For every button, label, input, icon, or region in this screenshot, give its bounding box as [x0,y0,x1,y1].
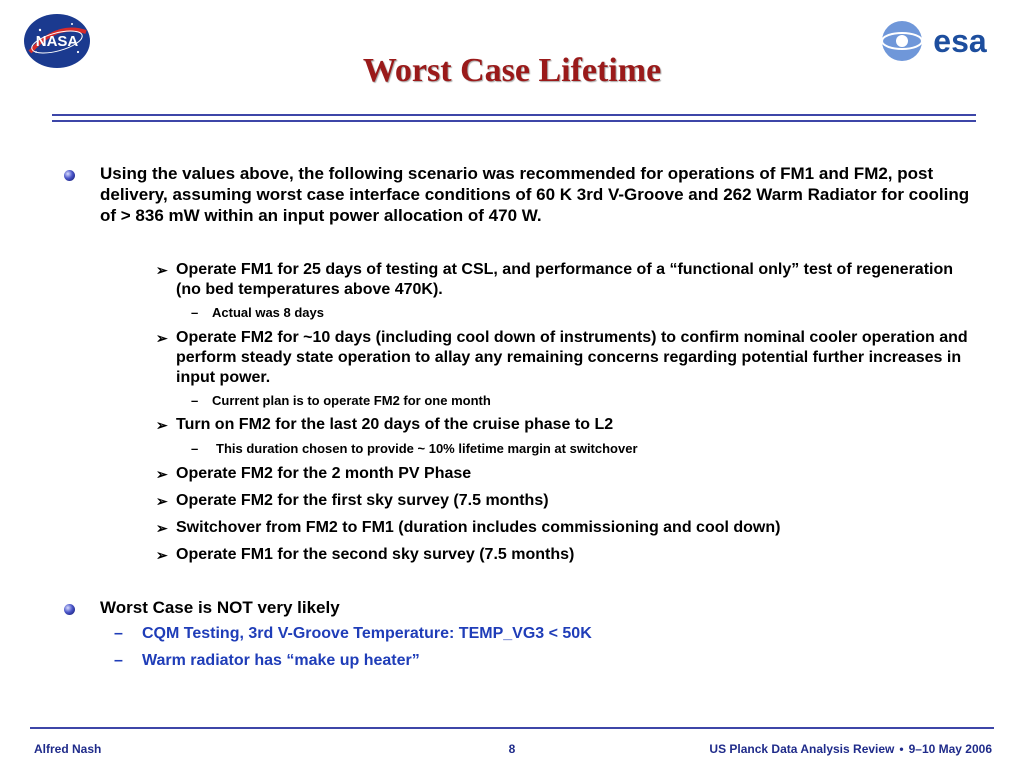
dash-bullet-icon: – [191,441,199,456]
bullet-text: Worst Case is NOT very likely [100,598,340,617]
dash-bullet-icon: – [191,393,199,408]
sub-item: This duration chosen to provide ~ 10% lifetime margin at switchover [216,441,638,456]
event-name: US Planck Data Analysis Review [709,742,895,756]
sub-item: Actual was 8 days [212,305,324,320]
page-number: 8 [508,742,516,756]
svg-text:esa: esa [933,23,987,59]
list-item: Operate FM1 for 25 days of testing at CSL, and performance of a “functional only” test of regeneration (no bed temperatures above 470K). [176,261,954,298]
dash-bullet-icon: – [191,305,199,320]
list-item: Operate FM2 for the first sky survey (7.5 months) [176,492,549,509]
arrow-bullet-icon: ➢ [156,493,168,509]
footer-divider [30,727,994,729]
sub-item: Current plan is to operate FM2 for one month [212,393,491,408]
bullet-icon [64,170,75,181]
arrow-bullet-icon: ➢ [156,520,168,536]
dash-bullet-icon: – [114,625,123,642]
arrow-bullet-icon: ➢ [156,262,168,278]
svg-text:NASA: NASA [35,33,79,50]
event-date: 9–10 May 2006 [908,742,992,756]
list-item: Operate FM2 for ~10 days (including cool down of instruments) to confirm nominal cooler operation and perform steady state operation to allay any remaining concerns regarding potential further increases in input power. [176,329,968,386]
list-item: Switchover from FM2 to FM1 (duration includes commissioning and cool down) [176,519,781,536]
list-item: Turn on FM2 for the last 20 days of the cruise phase to L2 [176,416,614,433]
list-item: Operate FM2 for the 2 month PV Phase [176,465,472,482]
dash-bullet-icon: – [114,652,123,669]
list-item: CQM Testing, 3rd V-Groove Temperature: TEMP_VG3 < 50K [142,625,592,642]
footer-author: Alfred Nash [34,742,102,756]
footer-event [709,742,992,756]
bullet-icon [64,604,75,615]
arrow-bullet-icon: ➢ [156,466,168,482]
slide-title: Worst Case Lifetime [362,52,662,89]
arrow-bullet-icon: ➢ [156,330,168,346]
arrow-bullet-icon: ➢ [156,547,168,563]
title-divider [52,114,976,122]
list-item: Operate FM1 for the second sky survey (7.5 months) [176,546,575,563]
arrow-bullet-icon: ➢ [156,417,168,433]
bullet-text: Using the values above, the following scenario was recommended for operations of FM1 and FM2, post delivery, assuming worst case interface conditions of 60 K 3rd V-Groove and 262 Warm Radiator for cooling of > 836 mW within an input power allocation of 470 W. [100,164,970,225]
separator-dot: • [899,742,904,756]
list-item: Warm radiator has “make up heater” [142,652,420,669]
